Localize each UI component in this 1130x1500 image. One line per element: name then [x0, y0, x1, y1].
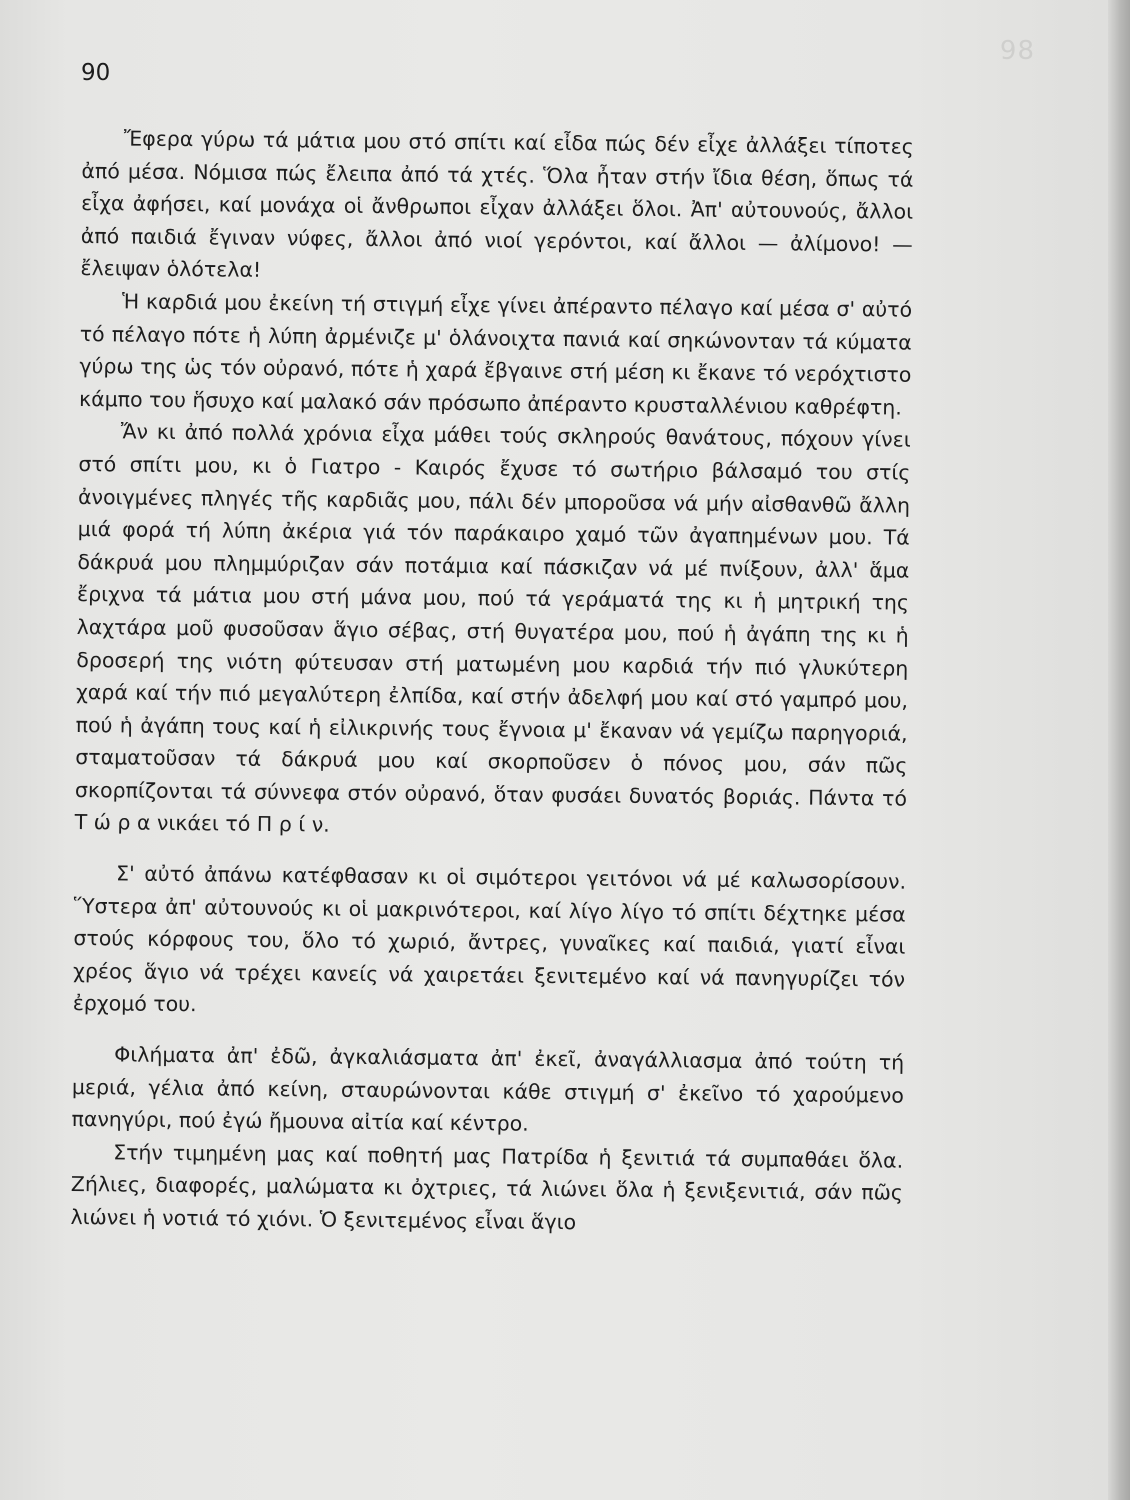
- bleed-through-page-number: 98: [999, 36, 1035, 66]
- paragraph-5: Φιλήματα ἀπ' ἐδῶ, ἀγκαλιάσματα ἀπ' ἐκεῖ, ἀναγάλλιασμα ἀπό τούτη τή μεριά, γέλια ἀπό κείνη, σταυρώνονται κάθε στιγμή σ' ἐκεῖνο τό χαρούμενο πανηγύρι, πού ἐγώ ἤμουνα αἰτία καί κέντρο.: [71, 1042, 905, 1136]
- body-text: [70, 122, 914, 1242]
- paragraph-1: Ἔφερα γύρω τά μάτια μου στό σπίτι καί εἶδα πώς δέν εἶχε ἀλλάξει τίποτες ἀπό μέσα. Νόμισα πώς ἔλειπα ἀπό τά χτές. Ὅλα ἦταν στήν ἴδια θέση, ὅπως τά εἶχα ἀφήσει, καί μονάχα οἱ ἄνθρωποι εἶχαν ἀλλάξει ὅλοι. Ἀπ' αὐτουνούς, ἄλλοι ἀπό παιδιά ἔγιναν νύφες, ἄλλοι ἀπό νιοί γερόντοι, καί ἄλλοι — ἀλίμονο! — ἔλειψαν ὁλότελα!: [80, 126, 914, 283]
- page-edge-shadow: [1108, 0, 1130, 1500]
- paragraph-6: Στήν τιμημένη μας καί ποθητή μας Πατρίδα ἡ ξενιτιά τά συμπαθάει ὅλα. Ζήλιες, διαφορές, μαλώματα κι ὀχτριες, τά λιώνει ὅλα ἡ ξενιξενιτιά, σάν πῶς λιώνει ἡ νοτιά τό χιόνι. Ὁ ξενιτεμένος εἶναι ἅγιο: [70, 1140, 904, 1235]
- paragraph-3: Ἄν κι ἀπό πολλά χρόνια εἶχα μάθει τούς σκληρούς θανάτους, πόχουν γίνει στό σπίτι μου, κι ὁ Γιατρο - Καιρός ἔχυσε τό σωτήριο βάλσαμό του στίς ἀνοιγμένες πληγές τῆς καρδιᾶς μου, πάλι δέν μποροῦσα νά μήν αἰσθανθῶ ἄλλη μιά φορά τή λύπη ἀκέρια γιά τόν παράκαιρο χαμό τῶν ἀγαπημένων μου. Τά δάκρυά μου πλημμύριζαν σάν ποτάμια καί πάσκιζαν νά μέ πνίξουν, ἀλλ' ἅμα ἔριχνα τά μάτια μου στή μάνα μου, πού τά γεράματά της κι ἡ μητρική της λαχτάρα μοῦ φυσοῦσαν ἅγιο σέβας, στή θυγατέρα μου, πού ἡ ἀγάπη της κι ἡ δροσερή της νιότη φύτευσαν στή ματωμένη μου καρδιά τήν πιό γλυκύτερη χαρά καί τήν πιό μεγαλύτερη ἐλπίδα, καί στήν ἀδελφή μου καί στό γαμπρό μου, πού ἡ ἀγάπη τους καί ἡ εἰλικρινής τους ἔγνοια μ' ἔκαναν νά γεμίζω παρηγοριά, σταματοῦσαν τά δάκρυά μου καί σκορποῦσεν ὁ πόνος μου, σάν πῶς σκορπίζονται τά σύννεφα στόν οὐρανό, ὅταν φυσάει δυνατός βοριάς. Πάντα τό Τ ώ ρ α νικάει τό Π ρ ί ν.: [74, 419, 911, 838]
- paragraph-4: Σ' αὐτό ἀπάνω κατέφθασαν κι οἱ σιμότεροι γειτόνοι νά μέ καλωσορίσουν. Ὕστερα ἀπ' αὐτουνούς κι οἱ μακρινότεροι, καί λίγο λίγο τό σπίτι δέχτηκε μέσα στούς κόρφους του, ὅλο τό χωριό, ἄντρες, γυναῖκες καί παιδιά, γιατί εἶναι χρέος ἅγιο νά τρέχει κανείς νά χαιρετάει ξενιτεμένο καί νά πανηγυρίζει τόν ἐρχομό του.: [72, 861, 907, 1017]
- paragraph-2: Ἡ καρδιά μου ἐκείνη τή στιγμή εἶχε γίνει ἀπέραντο πέλαγο καί μέσα σ' αὐτό τό πέλαγο πότε ἡ λύπη ἀρμένιζε μ' ὁλάνοιχτα πανιά καί σηκώνονταν τά κύματα γύρω της ὡς τόν οὐρανό, πότε ἡ χαρά ἔβγαινε στή μέση κι ἔκανε τό νερόχτιστο κάμπο του ἥσυχο καί μαλακό σάν πρόσωπο ἀπέραντο κρυσταλλένιου καθρέφτη.: [78, 289, 913, 420]
- page-number: 90: [81, 60, 111, 86]
